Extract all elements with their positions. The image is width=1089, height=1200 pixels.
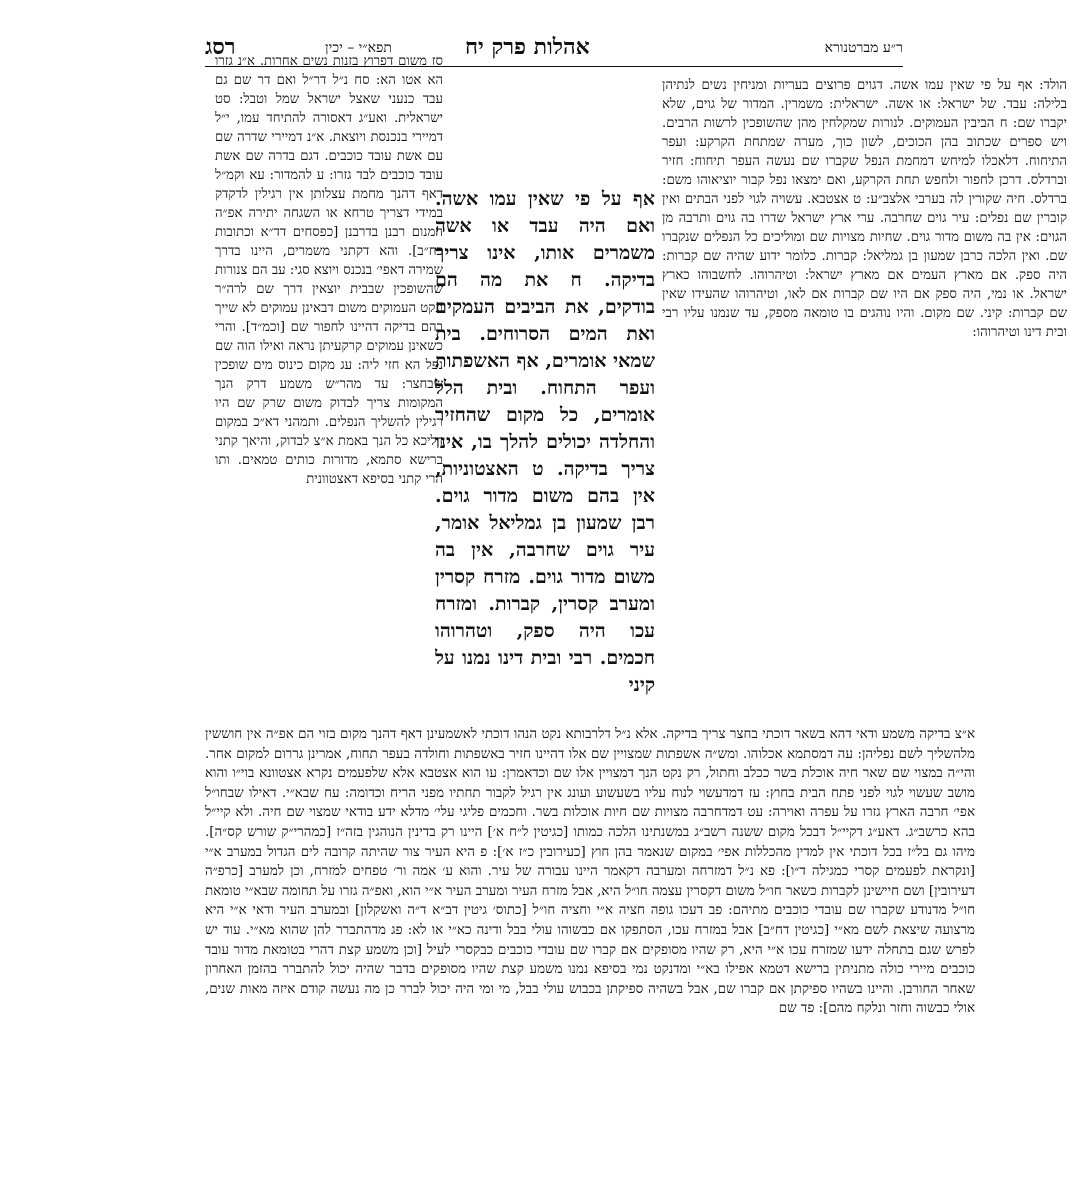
- mishnah-text: אף על פי שאין עמו אשה. ואם היה עבד או אשה משמרים אותו, אינו צריך בדיקה. ח את מה הם בודקים, את הביבים העמקים ואת המים הסרוחים. בית שמאי אומרים, אף האשפתות ועפר התחוח. ובית הלל אומרים, כל מקום שהחזיר והחלדה יכולים להלך בו, אינו צריך בדיקה. ט האצטוניות, אין בהם משום מדור גוים. רבן שמעון בן גמליאל אומר, עיר גוים שחרבה, אין בה משום מדור גוים. מזרח קסרין ומערב קסרין, קברות. ומזרח עכו היה ספק, וטהרוהו חכמים. רבי ובית דינו נמנו על קיני: [435, 188, 655, 696]
- bartenura-text: הולד: אף על פי שאין עמו אשה. דגוים פרוצים בעריות ומניחין נשים לנתיהן בלילה: עבד. של ישראל: או אשה. ישראלית: משמרין. המדור של גוים, שלא יקברו שם: ח הביבין העמוקים. לנורות שמקלחין מהן שהשופכין לרשות הרבים. ויש ספרים שכתוב בהן הכוכים, לשון כוך, מערה שמתחת הקרקע: ועפר התיחוח. דלאכלו למיחש דמחמת הנפל שקברו שם נעשה העפר תיחוח: חזיר וברדלס. דרכן לחפור ולחפש תחת הקרקע, ואם ימצאו נפל קבור יוציאוהו משם: ברדלס. חיה שקורין לה בערבי אלצב״ע: ט אצטבא. עשויה לגוי לפני הבתים ואין קוברין שם נפלים: עיר גוים שחרבה. ערי ארץ ישראל שדרו בה גוים ותרבה מן הגוים: אין בה משום מדור גוים. שחיות מצויות שם ומוליכים כל הנפלים שנקברו שם. ואין הלכה כרבן שמעון בן גמליאל: קברות. כלומר ידוע שהיה שם קברות: היה ספק. אם מארץ העמים אם מארץ ישראל: וטיהרוהו. לחשבוהו כארץ ישראל. או נמי, היה ספק אם היו שם קברות אם לאו, וטיהרוהו שהעידו שאין שם קברות: קיני. שם מקום. והיו נוהגים בו טומאה מספק, עד שנמנו עליו רבי ובית דינו וטיהרוהו:: [662, 78, 1067, 340]
- chapter-title: אהלות פרק יח: [465, 34, 590, 60]
- tiferet-commentary-bottom: [205, 725, 975, 1185]
- tiferet-text-top: סז משום דפרוץ בזנות נשים אחרות. א״נ גזרו הא אטו הא: סח נ״ל דר״ל ואם דר שם גם עבד כנעני שאצל ישראל שמל וטבל: סט ישראלית. ואע״ג דאסורה להתיחד עמו, י״ל דמיירי בנכנסת ויוצאת. א״נ דמיירי שדרה שם עם אשת עובד כוכבים. דגם בדרה שם אשת עובד כוכבים לבד גזרו: ע להמדור: עא וקמ״ל דאף דהנך מחמת עצלותן אין רגילין לדקדק במידי דצריך טרחא או השגחה יתירה אפ״ה המנום רבנן בדרבנן [כפסחים דד״א וכתובות כח״ב]. והא דקתני משמרים, היינו בדרך שמירה דאפי׳ בנכנס ויוצא סגי: עב הם צנורות שהשופכין שבבית יוצאין דרך שם לרה״ר ונקט העמוקים משום דבאינן עמוקים לא שייך בהם בדיקה דהיינו לחפור שם [וכמ״ד]. והרי כשאינן עמוקים קרקעיתן נראה ואילו הוה שם נפל הא חזי ליה: עג מקום כינוס מים שופכין שבחצר: עד מהר״ש משמע דרק הנך המקומות צריך לבדוק משום שרק שם היו רגילין להשליך הנפלים. ותמהני דא״כ במקום דליכא כל הנך באמת א״צ לבדוק, והיאך קתני ברישא סתמא, מדורות כותים טמאים. ותו הרי קתני בסיפא דאצטוונית: [215, 54, 443, 487]
- page-number: רסג: [205, 34, 236, 60]
- commentary-range: תפא״י – יכין: [325, 40, 392, 56]
- commentary-name: ר״ע מברטנורא: [824, 40, 903, 56]
- bartenura-commentary: [662, 76, 1067, 786]
- tiferet-text-bottom: א״צ בדיקה משמע ודאי דהא בשאר דוכתי בחצר צריך בדיקה. אלא נ״ל דלרבותא נקט הנהו דוכתי לאשמעינן דאף דהנך מקום בזוי הם אפ״ה אין חוששין מלהשליך לשם נפליהן: עה דמסתמא אכלוהו. ומש״ה אשפתות שמצויין שם אלו דהיינו חזיר באשפתות וחולדה בעפר תחוח, אמרינן גררום למקום אחר. והי״ה במצוי שם שאר חיה אוכלת בשר ככלב וחתול, רק נקט הנך דמצויין אלו שם וכדאמרן: עו הוא אצטבא אלא שלפעמים נקרא אצטוונא בוי״ו והוא מושב שעשוי לגוי לפני פתח הבית בחוץ: עז דמדעשוי לנוח עליו בשעשוע ועונג אין רגיל לקבור תחתיו מפני הריח וכדומה: עח שבא״י. דאילו שבחו״ל אפי׳ חרבה הארץ גזרו על עפרה ואוירה: עט דמדחרבה מצויות שם חיות אוכלות בשר. וחכמים פליגי עלי׳ מדלא ידע בודאי שמצוי שם חיה. ולא קיי״ל בהא כרשב״ג. דאע״ג דקיי״ל דבכל מקום ששנה רשב״ג במשנתינו הלכה כמותו [כגיטין ל״ח א׳] היינו רק בדינין הנוהגין בזה״ז [כמהרי״ק שורש קס״ה]. מיהו גם בל״ז בכל דוכתי אין למדין מהכללות אפי׳ במקום שנאמר בהן חוץ [כעירובין כ״ז א׳]: פ היא העיר צור שהיתה קרובה לים הגדול במערב א״י [ונקראת לפעמים קסרי כמגילה ד״ו]: פא נ״ל דמזרחה ומערבה דקאמר היינו עבורה של עיר. והוא ע׳ אמה ור׳ טפחים למזרח, וכן למערב [כרפ״ה דעירובין] ושם חיישינן לקברות כשאר חו״ל משום דקסרין עצמה חו״ל היא, אבל מזרח העיר ומערב העיר א״י הוא, ואפ״ה גזרו על תחומה שבא״י טומאת חו״ל מדנודע שקברו שם עובדי כוכבים מתיהם: פב דעכו גופה חציה א״י וחציה חו״ל [כתוס׳ גיטין דב״א ד״ה ואשקלון] ובמערב העיר ודאי א״י היא מרצועה שיצאת לשם מא״י [כגיטין דח״ב] אבל במזרח עכו, הסתפקו אם כבשוהו עולי בבל ודינה כא״י או לא: פג מדהתברר להן שהוא מא״י. עוד יש לפרש שגם בתחלה ידעו שמזרח עכו א״י היא, רק שהיו מסופקים אם קברו שם עובדי כוכבים כבקסרי לעיל [וכן משמע קצת דהרי בטומאת מדור עובד כוכבים מיירי כולה מתניתין ברישא דטמא אפילו בא״י ומדנקט נמי בסיפא נמנו משמע קצת שהיו מסופקים בדבר שהיה יכול להתברר בהזמן האחרון שאחר החורבן. והיינו בשהיו ספיקתן אם קברו שם, אבל בשהיה ספיקתן בכבוש עולי בבל, מי ומי היה יכול לברר כן מה נעשה קודם איזה מאות שנים, אולי כבשוה וחזר ונלקח מהם]: פד שם: [205, 727, 975, 1017]
- mishnah-text-block: [435, 186, 655, 706]
- tiferet-commentary-top: [215, 52, 443, 720]
